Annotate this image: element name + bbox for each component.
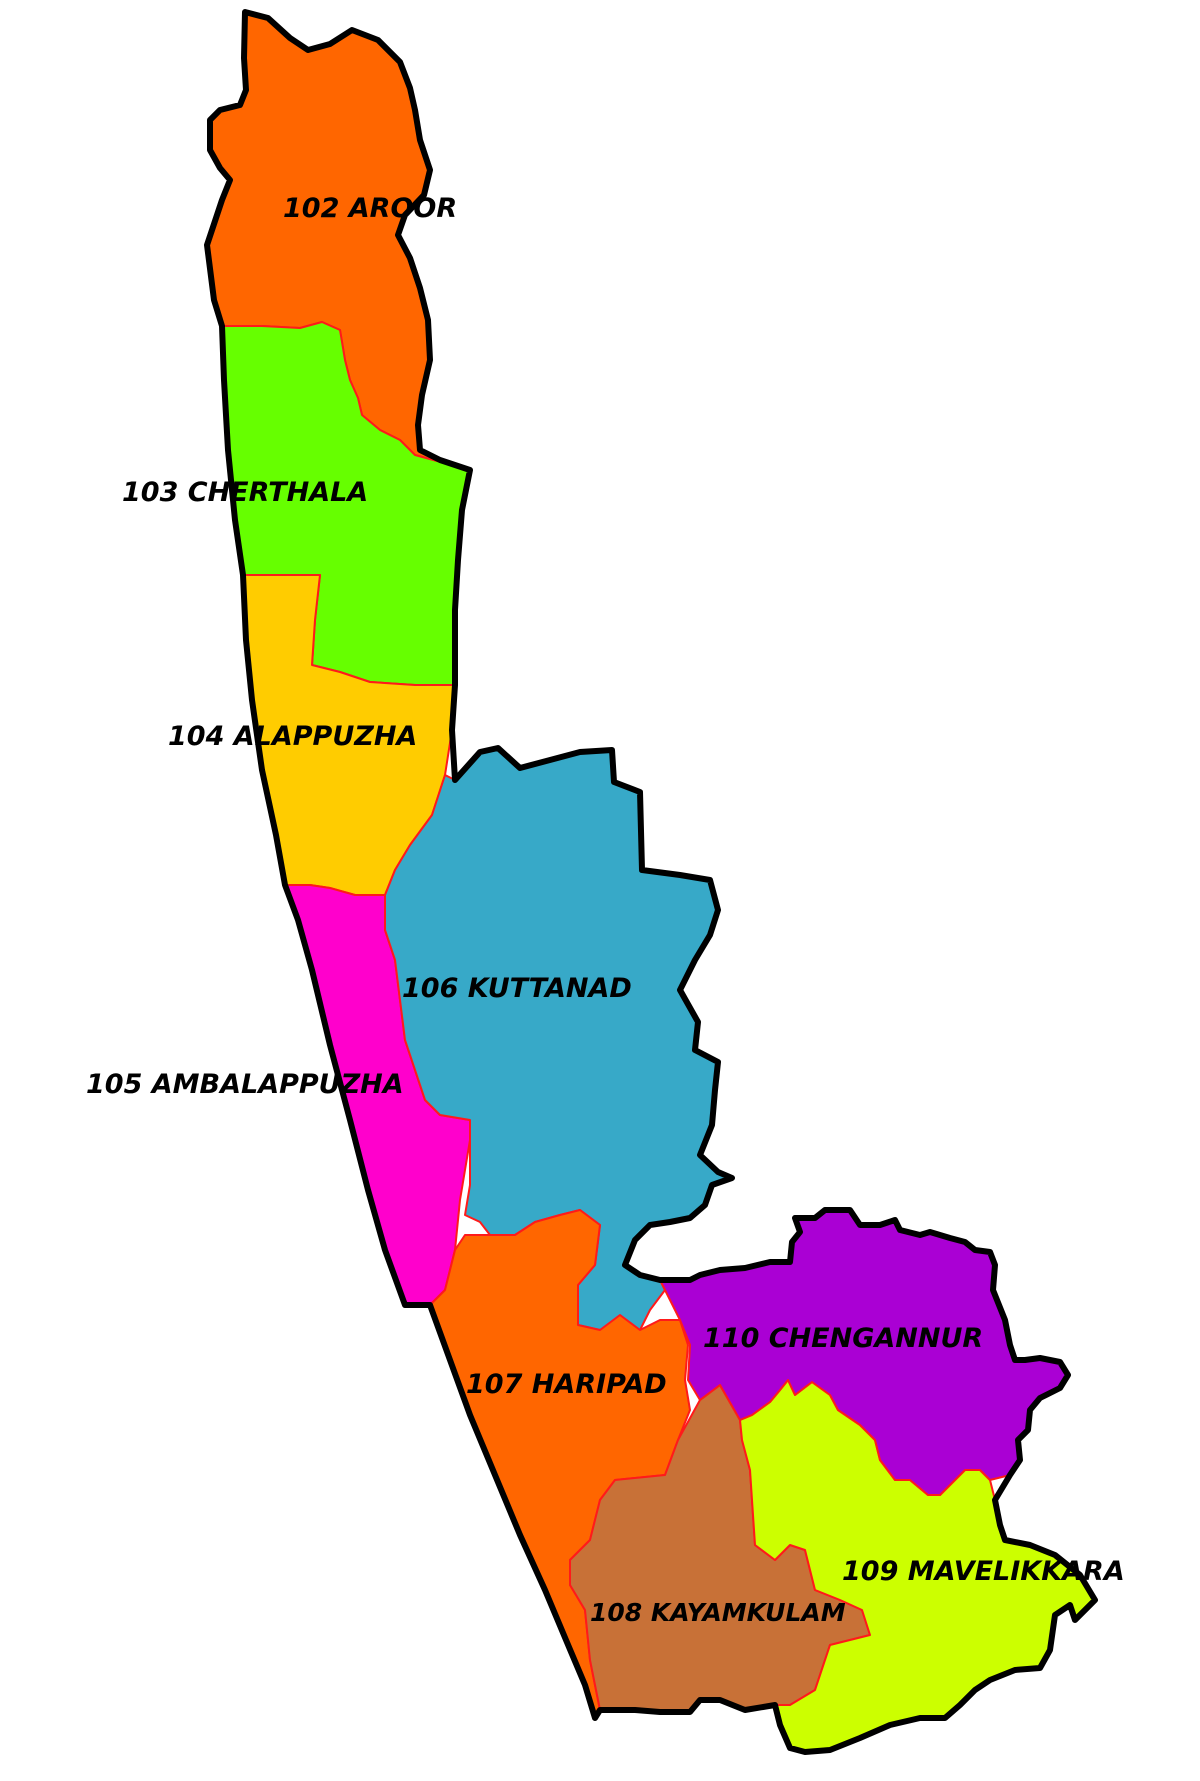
label-kayamkulam: 108 KAYAMKULAM	[590, 1598, 846, 1627]
label-cherthala: 103 CHERTHALA	[122, 477, 369, 508]
label-kuttanad: 106 KUTTANAD	[402, 973, 632, 1004]
label-chengannur: 110 CHENGANNUR	[703, 1323, 984, 1354]
label-aroor: 102 AROOR	[283, 193, 458, 224]
label-haripad: 107 HARIPAD	[466, 1369, 667, 1400]
label-mavelikkara: 109 MAVELIKKARA	[842, 1556, 1125, 1587]
label-alappuzha: 104 ALAPPUZHA	[168, 721, 418, 752]
label-ambalappuzha: 105 AMBALAPPUZHA	[86, 1069, 404, 1100]
